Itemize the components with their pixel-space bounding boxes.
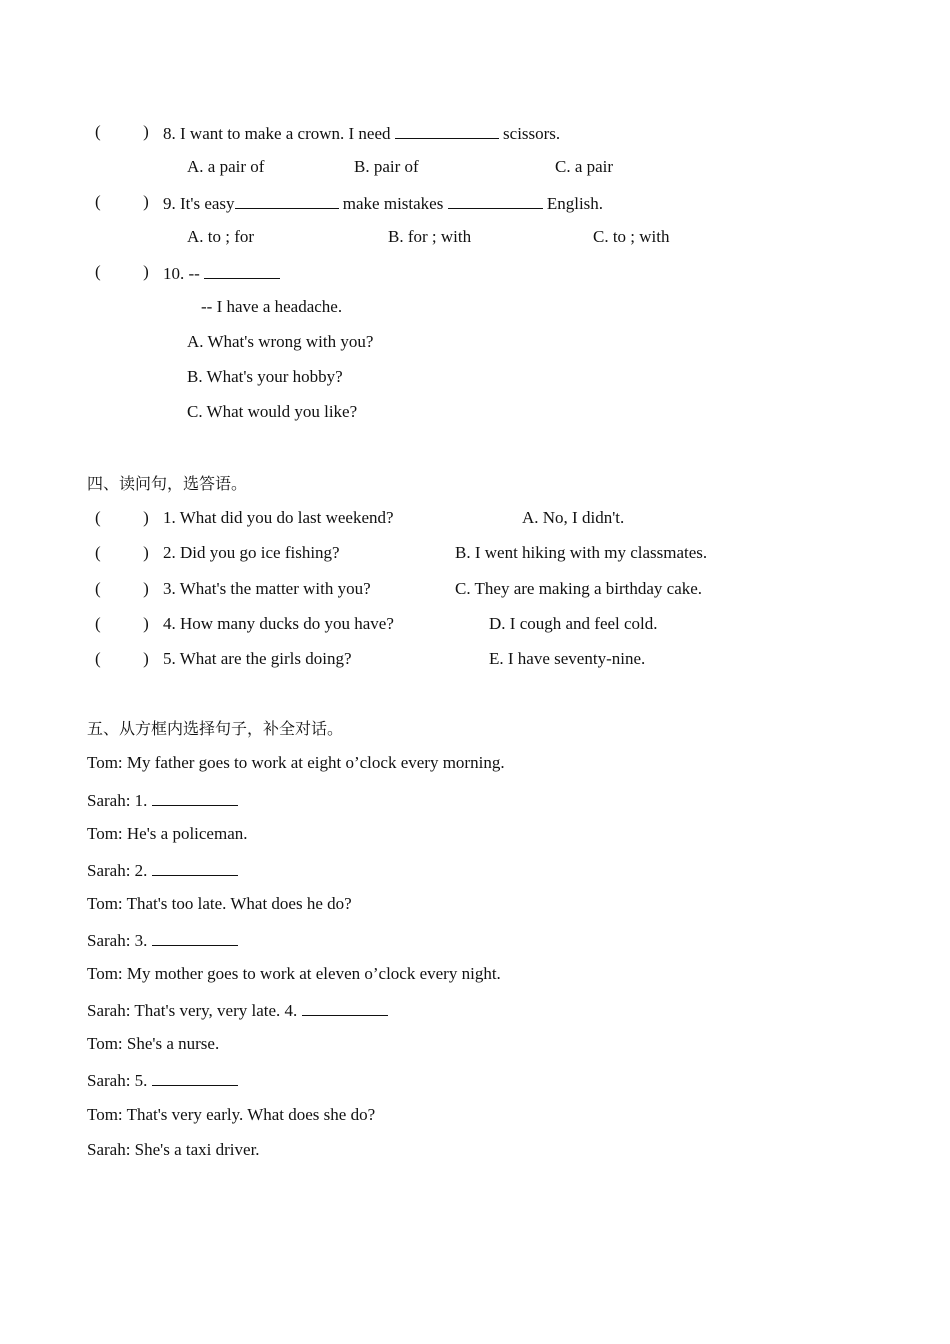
s4-q1-text: 1. What did you do last weekend? bbox=[163, 508, 394, 527]
q8-option-c: C. a pair bbox=[555, 157, 614, 176]
s4-q4-text: 4. How many ducks do you have? bbox=[163, 614, 394, 633]
dialog-line-text: Sarah: That's very, very late. 4. bbox=[87, 1001, 302, 1020]
q8-answer-paren[interactable]: ( ) bbox=[95, 122, 149, 141]
q10-blank[interactable] bbox=[204, 262, 280, 279]
s4-q3-paren[interactable]: ( ) bbox=[95, 579, 149, 598]
dialog-blank-4[interactable] bbox=[302, 999, 388, 1016]
q9-option-a: A. to ; for bbox=[187, 227, 255, 246]
dialog-line: Tom: That's too late. What does he do? bbox=[87, 894, 352, 913]
dialog-blank-1[interactable] bbox=[152, 789, 238, 806]
s4-answer-a: A. No, I didn't. bbox=[522, 508, 625, 527]
dialog-line bbox=[87, 789, 238, 811]
q10-option-c: C. What would you like? bbox=[187, 402, 358, 421]
dialog-blank-5[interactable] bbox=[152, 1069, 238, 1086]
s4-q5-paren[interactable]: ( ) bbox=[95, 649, 149, 668]
section4-title: 四、读问句，选答语。 bbox=[87, 474, 248, 493]
dialog-line: Tom: She's a nurse. bbox=[87, 1034, 220, 1053]
dialog-blank-2[interactable] bbox=[152, 859, 238, 876]
s4-q3-text: 3. What's the matter with you? bbox=[163, 579, 371, 598]
dialog-line-text: Sarah: 3. bbox=[87, 931, 152, 950]
q8-stem bbox=[163, 122, 560, 144]
s4-answer-b: B. I went hiking with my classmates. bbox=[455, 543, 708, 562]
dialog-line bbox=[87, 929, 238, 951]
q10-reply: -- I have a headache. bbox=[201, 297, 343, 316]
dialog-line: Tom: He's a policeman. bbox=[87, 824, 248, 843]
dialog-line: Sarah: She's a taxi driver. bbox=[87, 1140, 260, 1159]
s4-q1-paren[interactable]: ( ) bbox=[95, 508, 149, 527]
q9-stem bbox=[163, 192, 603, 214]
q9-stem-part1: 9. It's easy bbox=[163, 194, 235, 213]
dialog-line bbox=[87, 859, 238, 881]
q9-answer-paren[interactable]: ( ) bbox=[95, 192, 149, 211]
q10-stem bbox=[163, 262, 280, 284]
dialog-line: Tom: My mother goes to work at eleven o’clock every night. bbox=[87, 964, 501, 983]
q10-option-b: B. What's your hobby? bbox=[187, 367, 343, 386]
q10-answer-paren[interactable]: ( ) bbox=[95, 262, 149, 281]
dialog-line: Tom: My father goes to work at eight o’clock every morning. bbox=[87, 753, 505, 772]
dialog-line-text: Sarah: 5. bbox=[87, 1071, 152, 1090]
dialog-line-text: Sarah: 2. bbox=[87, 861, 152, 880]
dialog-line-text: Sarah: 1. bbox=[87, 791, 152, 810]
dialog-blank-3[interactable] bbox=[152, 929, 238, 946]
q10-option-a: A. What's wrong with you? bbox=[187, 332, 374, 351]
s4-answer-e: E. I have seventy-nine. bbox=[489, 649, 646, 668]
q8-blank[interactable] bbox=[395, 122, 499, 139]
q9-blank-2[interactable] bbox=[448, 192, 543, 209]
q8-option-a: A. a pair of bbox=[187, 157, 265, 176]
s4-answer-d: D. I cough and feel cold. bbox=[489, 614, 658, 633]
q10-stem-part1: 10. -- bbox=[163, 264, 205, 283]
q8-stem-part2: scissors. bbox=[498, 124, 561, 143]
dialog-line: Tom: That's very early. What does she do? bbox=[87, 1105, 376, 1124]
q9-option-c: C. to ; with bbox=[593, 227, 670, 246]
s4-q4-paren[interactable]: ( ) bbox=[95, 614, 149, 633]
s4-q5-text: 5. What are the girls doing? bbox=[163, 649, 352, 668]
q9-blank-1[interactable] bbox=[235, 192, 339, 209]
s4-q2-paren[interactable]: ( ) bbox=[95, 543, 149, 562]
q8-option-b: B. pair of bbox=[354, 157, 419, 176]
s4-answer-c: C. They are making a birthday cake. bbox=[455, 579, 703, 598]
dialog-line bbox=[87, 999, 388, 1021]
dialog-line bbox=[87, 1069, 238, 1091]
section5-title: 五、从方框内选择句子，补全对话。 bbox=[87, 719, 344, 738]
q9-stem-part2: make mistakes bbox=[338, 194, 448, 213]
q9-option-b: B. for ; with bbox=[388, 227, 472, 246]
q9-stem-part3: English. bbox=[542, 194, 604, 213]
q8-stem-part1: 8. I want to make a crown. I need bbox=[163, 124, 395, 143]
s4-q2-text: 2. Did you go ice fishing? bbox=[163, 543, 340, 562]
